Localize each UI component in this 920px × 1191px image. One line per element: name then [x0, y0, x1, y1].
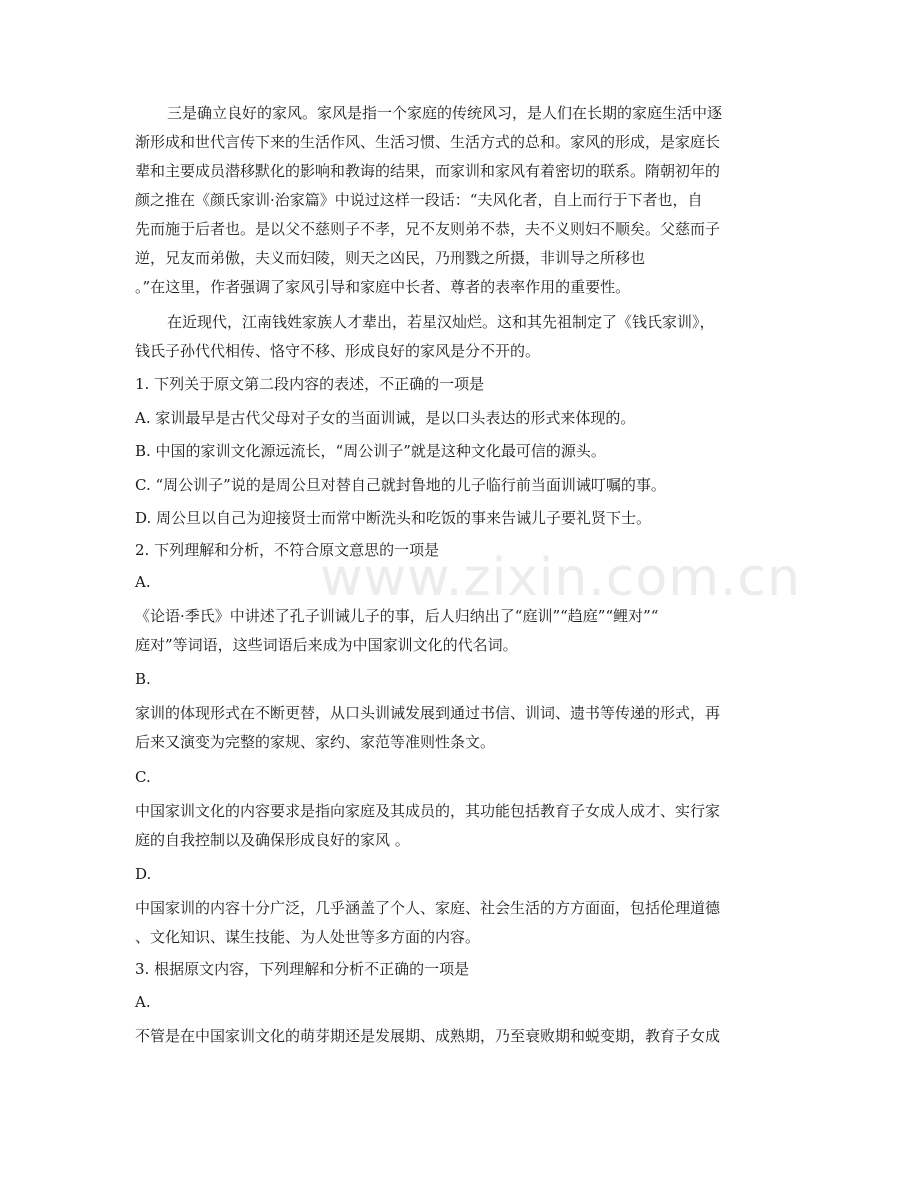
question-2-option-d-text: 中国家训的内容十分广泛，几乎涵盖了个人、家庭、社会生活的方方面面，包括伦理道德 [135, 899, 721, 917]
paragraph-line: 钱氏子孙代代相传、恪守不移、形成良好的家风是分不开的。 [135, 342, 541, 360]
question-2-option-a-label: A. [135, 573, 151, 591]
question-2-option-a-text: 庭对”等词语，这些词语后来成为中国家训文化的代名词。 [135, 636, 518, 654]
question-1-stem: 1. 下列关于原文第二段内容的表述，不正确的一项是 [135, 375, 485, 393]
question-2-stem: 2. 下列理解和分析，不符合原文意思的一项是 [135, 541, 440, 559]
question-2-option-b-label: B. [135, 670, 151, 688]
paragraph-line: 辈和主要成员潜移默化的影响和教诲的结果，而家训和家风有着密切的联系。隋朝初年的 [135, 162, 721, 180]
question-2-option-b-text: 后来又演变为完整的家规、家约、家范等准则性条文。 [135, 733, 496, 751]
question-2-option-d-text: 、文化知识、谋生技能、为人处世等多方面的内容。 [135, 928, 481, 946]
question-2-option-c-text: 中国家训文化的内容要求是指向家庭及其成员的，其功能包括教育子女成人成才、实行家 [135, 802, 721, 820]
question-3-stem: 3. 根据原文内容，下列理解和分析不正确的一项是 [135, 960, 470, 978]
question-3-option-a-text: 不管是在中国家训文化的萌芽期还是发展期、成熟期，乃至衰败期和蜕变期，教育子女成 [135, 1027, 721, 1045]
question-2-option-c-label: C. [135, 768, 151, 786]
question-2-option-c-text: 庭的自我控制以及确保形成良好的家风 。 [135, 831, 410, 849]
paragraph-line: 先而施于后者也。是以父不慈则子不孝，兄不友则弟不恭，夫不义则妇不顺矣。父慈而子 [135, 220, 721, 238]
paragraph-line: 三是确立良好的家风。家风是指一个家庭的传统风习，是人们在长期的家庭生活中逐 [167, 104, 723, 122]
watermark: www.zixin.com.cn [320, 548, 801, 608]
question-2-option-a-text: 《论语·季氏》中讲述了孔子训诫儿子的事，后人归纳出了“庭训”“趋庭”“鲤对”“ [135, 607, 659, 625]
question-2-option-b-text: 家训的体现形式在不断更替，从口头训诫发展到通过书信、训词、遗书等传递的形式，再 [135, 704, 721, 722]
question-1-option-b: B. 中国的家训文化源远流长，“周公训子”就是这种文化最可信的源头。 [135, 442, 606, 460]
question-2-option-d-label: D. [135, 865, 152, 883]
paragraph-line: 渐形成和世代言传下来的生活作风、生活习惯、生活方式的总和。家风的形成，是家庭长 [135, 133, 721, 151]
paragraph-line: 颜之推在《颜氏家训·治家篇》中说过这样一段话：“夫风化者，自上而行于下者也，自 [135, 191, 703, 209]
paragraph-line: 在近现代，江南钱姓家族人才辈出，若星汉灿烂。这和其先祖制定了《钱氏家训》， [167, 313, 715, 331]
question-3-option-a-label: A. [135, 993, 151, 1011]
question-1-option-c: C. “周公训子”说的是周公旦对替自己就封鲁地的儿子临行前当面训诫叮嘱的事。 [135, 476, 666, 494]
paragraph-line: 。”在这里，作者强调了家风引导和家庭中长者、尊者的表率作用的重要性。 [135, 278, 631, 296]
paragraph-line: 逆，兄友而弟傲，夫义而妇陵，则天之凶民，乃刑戮之所摄，非训导之所移也 [135, 249, 646, 267]
question-1-option-d: D. 周公旦以自己为迎接贤士而常中断洗头和吃饭的事来告诫儿子要礼贤下士。 [135, 509, 652, 527]
question-1-option-a: A. 家训最早是古代父母对子女的当面训诫，是以口头表达的形式来体现的。 [135, 409, 636, 427]
